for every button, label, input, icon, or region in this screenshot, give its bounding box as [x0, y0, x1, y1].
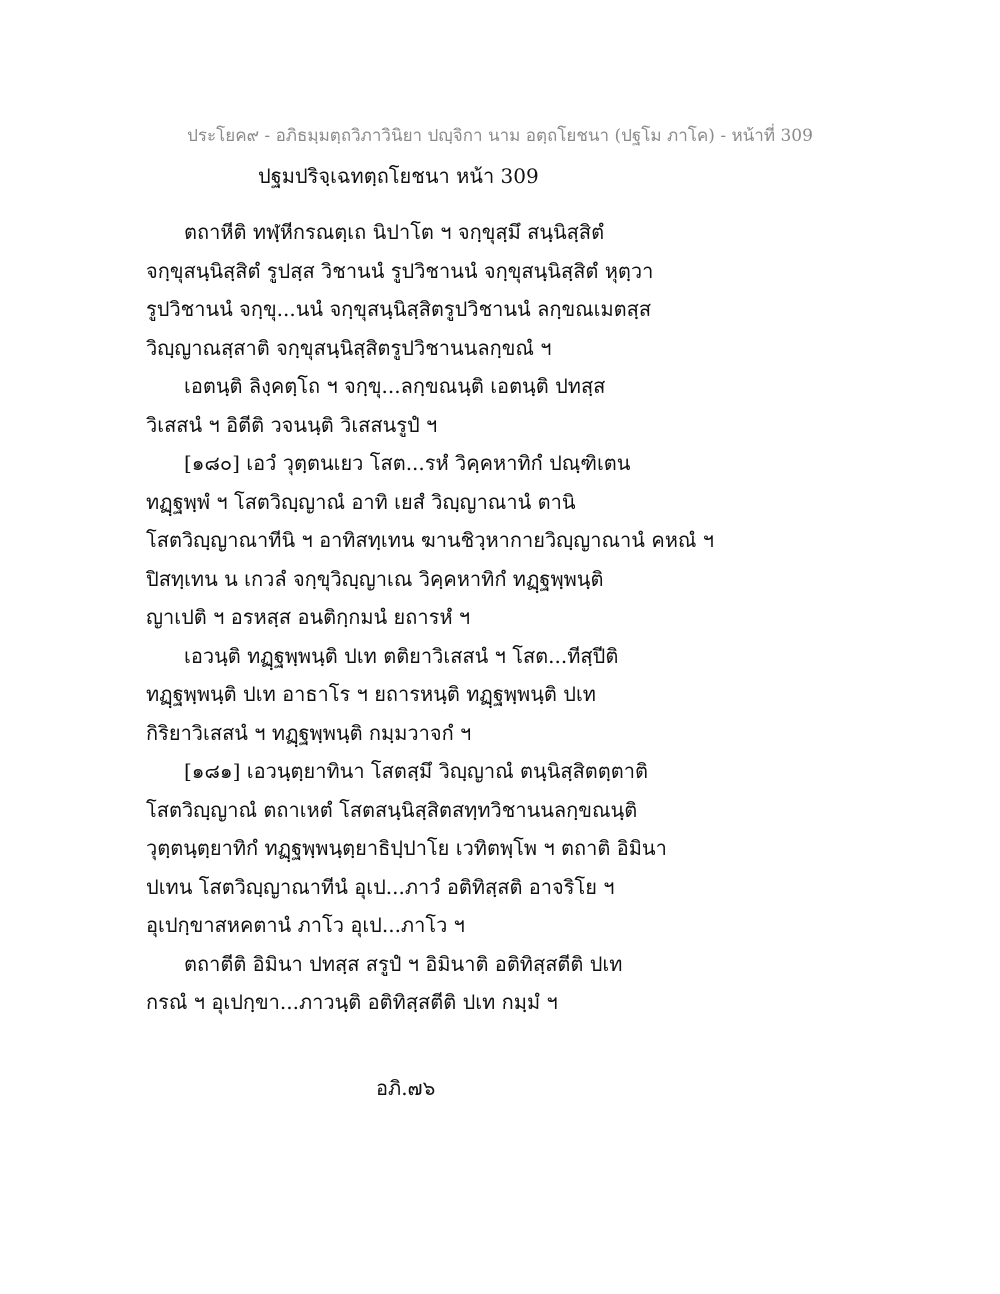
- text-line: ทฏฺฐพฺพํ ฯ โสตวิญฺญาณํ อาทิ เยสํ วิญฺญาณานํ ตานิ: [146, 489, 576, 514]
- text-line: วิญฺญาณสฺสาติ จกฺขุสนฺนิสฺสิตรูปวิชานนลกฺขณํ ฯ: [146, 335, 552, 360]
- text-line: อุเปกฺขาสหคตานํ ภาโว อุเป...ภาโว ฯ: [146, 913, 465, 937]
- text-line: รูปวิชานนํ จกฺขุ...นนํ จกฺขุสนฺนิสฺสิตรูปวิชานนํ ลกฺขณเมตสฺส: [146, 297, 652, 321]
- text-line: ตถาหีติ ทฬฺหีกรณตฺเถ นิปาโต ฯ จกฺขุสฺมึ สนฺนิสฺสิตํ: [184, 220, 605, 244]
- section-title: ปฐมปริจฺเฉทตฺถโยชนา หน้า 309: [258, 164, 539, 188]
- running-header: ประโยค๙ - อภิธมฺมตฺถวิภาวินิยา ปญฺจิกา นาม อตฺถโยชนา (ปฐโม ภาโค) - หน้าที่ 309: [187, 126, 813, 146]
- text-line: วุตฺตนฺตฺยาทิกํ ทฏฺฐพฺพนฺตฺยาธิปฺปาโย เวทิตพฺโพ ฯ ตถาติ อิมินา: [146, 836, 667, 860]
- text-line: [๑๘๑] เอวนฺตฺยาทินา โสตสฺมึ วิญฺญาณํ ตนฺนิสฺสิตตฺตาติ: [184, 759, 648, 783]
- text-line: ญาเปติ ฯ อรหสฺส อนติกฺกมนํ ยถารหํ ฯ: [146, 605, 471, 629]
- text-line: โสตวิญฺญาณํ ตถาเหตํ โสตสนฺนิสฺสิตสทฺทวิชานนลกฺขณนฺติ: [146, 797, 638, 822]
- text-line: เอตนฺติ ลิงฺคตฺโถ ฯ จกฺขุ...ลกฺขณนฺติ เอตนฺติ ปทสฺส: [184, 374, 606, 398]
- text-line: ตถาตีติ อิมินา ปทสฺส สรูปํ ฯ อิมินาติ อติทิสฺสตีติ ปเท: [184, 951, 623, 976]
- text-line: ทฏฺฐพฺพนฺติ ปเท อาธาโร ฯ ยถารหนฺติ ทฏฺฐพฺพนฺติ ปเท: [146, 682, 596, 706]
- text-line: ปิสทฺเทน น เกวลํ จกฺขุวิญฺญาเณ วิคฺคหาทิกํ ทฏฺฐพฺพนฺติ: [146, 566, 604, 591]
- text-line: จกฺขุสนฺนิสฺสิตํ รูปสฺส วิชานนํ รูปวิชานนํ จกฺขุสนฺนิสฺสิตํ หุตฺวา: [146, 258, 654, 283]
- text-line: เอวนฺติ ทฏฺฐพฺพนฺติ ปเท ตติยาวิเสสนํ ฯ โสต...ทีสฺปีติ: [184, 643, 619, 668]
- text-line: [๑๘๐] เอวํ วุตฺตนเยว โสต...รหํ วิคฺคหาทิกํ ปณฺฑิเตน: [184, 451, 631, 475]
- text-line: วิเสสนํ ฯ อิตีติ วจนนฺติ วิเสสนรูปํ ฯ: [146, 412, 438, 437]
- text-line: กิริยาวิเสสนํ ฯ ทฏฺฐพฺพนฺติ กมฺมวาจกํ ฯ: [146, 720, 472, 745]
- text-line: กรณํ ฯ อุเปกฺขา...ภาวนฺติ อติทิสฺสตีติ ปเท กมฺมํ ฯ: [146, 990, 558, 1014]
- text-line: ปเทน โสตวิญฺญาณาทีนํ อุเป...ภาวํ อติทิสฺสติ อาจริโย ฯ: [146, 874, 615, 899]
- page-marker: อภิ.๗๖: [376, 1076, 436, 1100]
- text-line: โสตวิญฺญาณาทีนิ ฯ อาทิสทฺเทน ฆานชิวฺหากายวิญฺญาณานํ คหณํ ฯ: [146, 528, 715, 552]
- body-text: [146, 213, 846, 1022]
